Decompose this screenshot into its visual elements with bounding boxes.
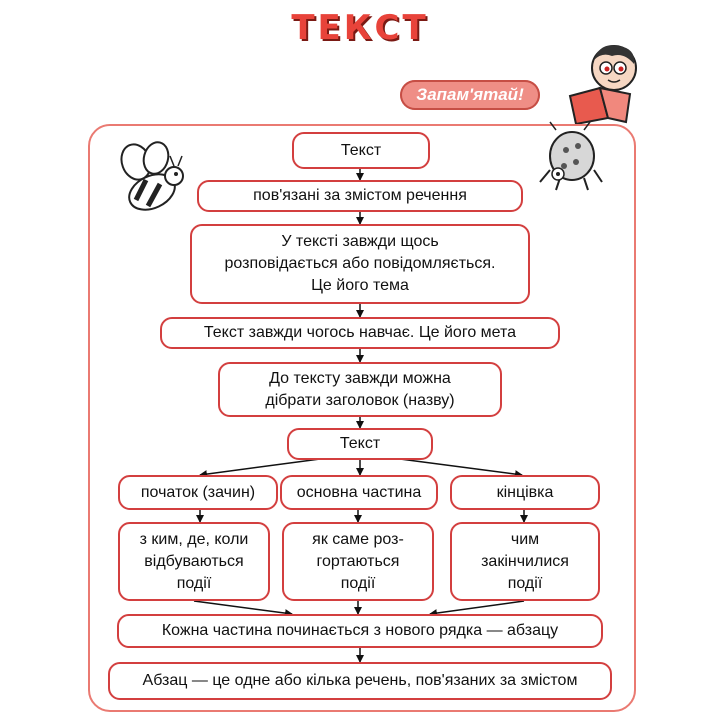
beetle-icon [536, 120, 606, 192]
node-detail-2: як саме роз- гортаються події [282, 522, 434, 601]
boy-reading-icon [560, 38, 652, 124]
node-zagolovok: До тексту завжди можна дібрати заголовок (назву) [218, 362, 502, 417]
page-title: ТЕКСТ [291, 8, 429, 48]
bee-icon [112, 140, 192, 220]
node-abzats-1: Кожна частина починається з нового рядка — абзацу [117, 614, 603, 648]
node-meta: Текст завжди чогось навчає. Це його мета [160, 317, 560, 349]
remember-badge: Запам'ятай! [400, 80, 540, 110]
node-povyazani: пов'язані за змістом речення [197, 180, 523, 212]
node-osnovna-chastyna: основна частина [280, 475, 438, 510]
node-detail-3: чим закінчилися події [450, 522, 600, 601]
node-tema: У тексті завжди щось розповідається або повідомляється. Це його тема [190, 224, 530, 304]
node-tekst: Текст [292, 132, 430, 169]
node-kintsivka: кінцівка [450, 475, 600, 510]
node-pochatok: початок (зачин) [118, 475, 278, 510]
node-tekst-2: Текст [287, 428, 433, 460]
node-abzats-2: Абзац — це одне або кілька речень, пов'язаних за змістом [108, 662, 612, 700]
node-detail-1: з ким, де, коли відбуваються події [118, 522, 270, 601]
